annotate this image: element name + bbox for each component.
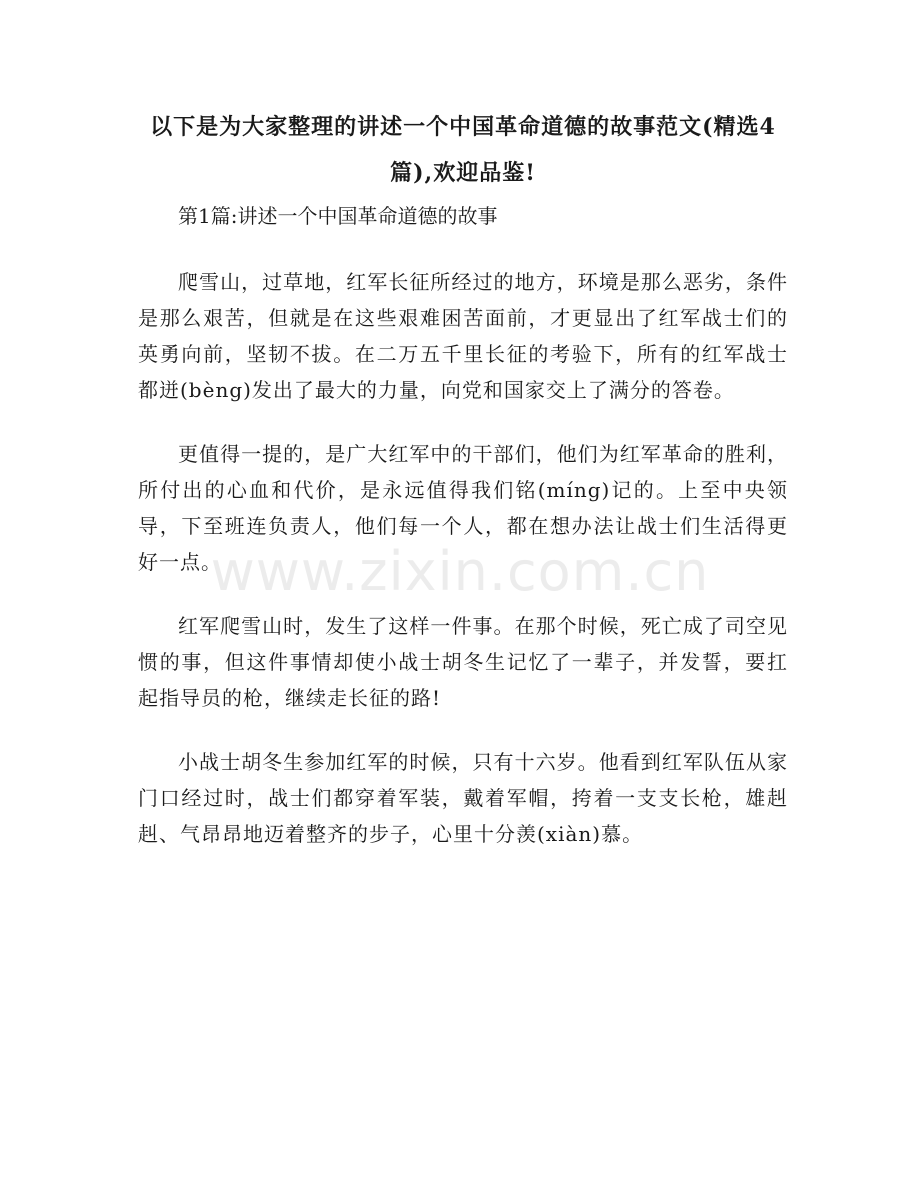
document-page bbox=[138, 0, 788, 852]
paragraph: 爬雪山，过草地，红军长征所经过的地方，环境是那么恶劣，条件是那么艰苦，但就是在这些艰难困苦面前，才更显出了红军战士们的英勇向前，坚韧不拔。在二万五千里长征的考验下，所有的红军战士都迸(bèng)发出了最大的力量，向党和国家交上了满分的答卷。 bbox=[138, 270, 788, 402]
watermark: www.zixin.com.cn bbox=[210, 540, 710, 603]
section-heading: 第1篇:讲述一个中国革命道德的故事 bbox=[178, 204, 498, 228]
document-title: 以下是为大家整理的讲述一个中国革命道德的故事范文(精选4篇),欢迎品鉴! bbox=[150, 114, 776, 186]
paragraph: 更值得一提的，是广大红军中的干部们，他们为红军革命的胜利，所付出的心血和代价，是永远值得我们铭(míng)记的。上至中央领导，下至班连负责人，他们每一个人，都在想办法让战士们生活得更好一点。 bbox=[138, 442, 788, 574]
paragraph: 小战士胡冬生参加红军的时候，只有十六岁。他看到红军队伍从家门口经过时，战士们都穿着军装，戴着军帽，挎着一支支长枪，雄赳赳、气昂昂地迈着整齐的步子，心里十分羡(xiàn)慕。 bbox=[138, 750, 788, 846]
paragraph: 红军爬雪山时，发生了这样一件事。在那个时候，死亡成了司空见惯的事，但这件事情却使小战士胡冬生记忆了一辈子，并发誓，要扛起指导员的枪，继续走长征的路! bbox=[138, 614, 788, 710]
